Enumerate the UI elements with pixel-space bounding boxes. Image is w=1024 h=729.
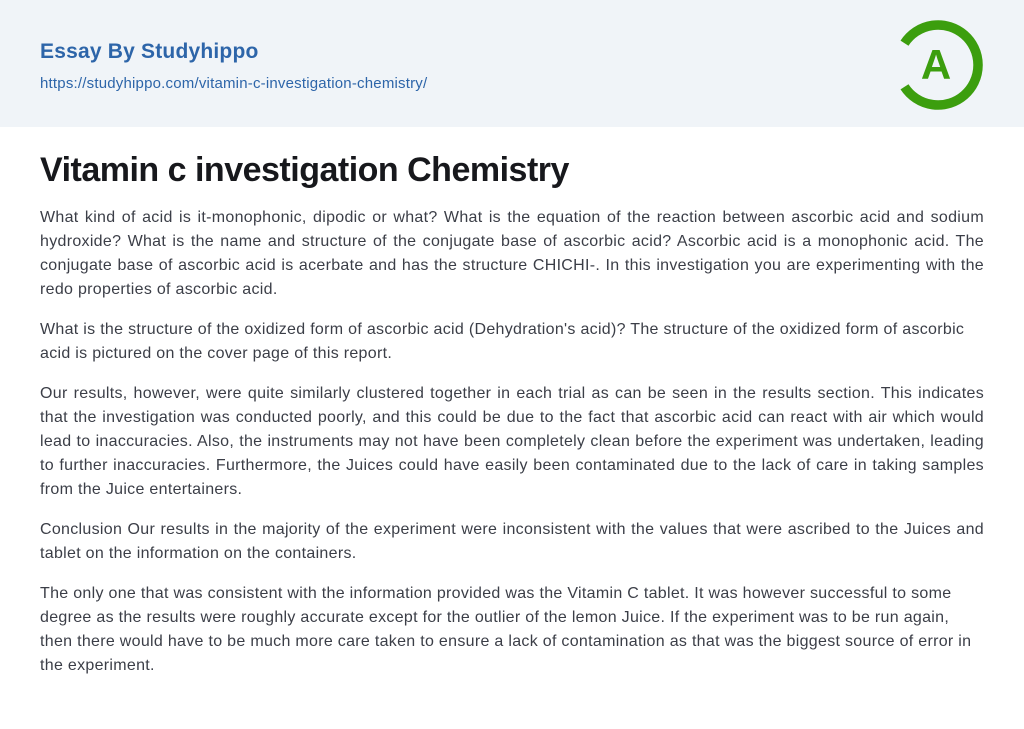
page-url-link[interactable]: https://studyhippo.com/vitamin-c-investigation-chemistry/ bbox=[40, 75, 428, 92]
studyhippo-logo-icon bbox=[892, 19, 984, 111]
header-text-block bbox=[40, 34, 427, 93]
page-header bbox=[0, 0, 1024, 127]
site-title: Essay By Studyhippo bbox=[40, 40, 259, 63]
logo-letter: A bbox=[920, 41, 952, 88]
article-paragraph: What kind of acid is it-monophonic, dipodic or what? What is the equation of the reaction between ascorbic acid and sodium hydroxide? What is the name and structure of the conjugate base of ascorbic acid? Ascorbic acid is a monophonic acid. The conjugate base of ascorbic acid is acerbate and has the structure CHICHI-. In this investigation you are experimenting with the redo properties of ascorbic acid. bbox=[40, 209, 984, 298]
article-paragraph: What is the structure of the oxidized form of ascorbic acid (Dehydration's acid)? The structure of the oxidized form of ascorbic acid is pictured on the cover page of this report. bbox=[40, 321, 965, 362]
article-paragraph: The only one that was consistent with the information provided was the Vitamin C tablet. It was however successful to some degree as the results were roughly accurate except for the outlier of the lemon Juice. If the experiment was to be run again, then there would have to be much more care taken to ensure a lack of contamination as that was the biggest source of error in the experiment. bbox=[40, 585, 972, 674]
page-title: Vitamin c investigation Chemistry bbox=[40, 151, 569, 189]
article bbox=[0, 150, 1024, 678]
article-paragraph: Our results, however, were quite similarly clustered together in each trial as can be seen in the results section. This indicates that the investigation was conducted poorly, and this could be due to the fact that ascorbic acid can react with air which would lead to inaccuracies. Also, the instruments may not have been completely clean before the experiment was undertaken, leading to further inaccuracies. Furthermore, the Juices could have easily been contaminated due to the lack of care in taking samples from the Juice entertainers. bbox=[40, 385, 984, 498]
article-paragraph: Conclusion Our results in the majority of the experiment were inconsistent with the values that were ascribed to the Juices and tablet on the information on the containers. bbox=[40, 521, 984, 562]
